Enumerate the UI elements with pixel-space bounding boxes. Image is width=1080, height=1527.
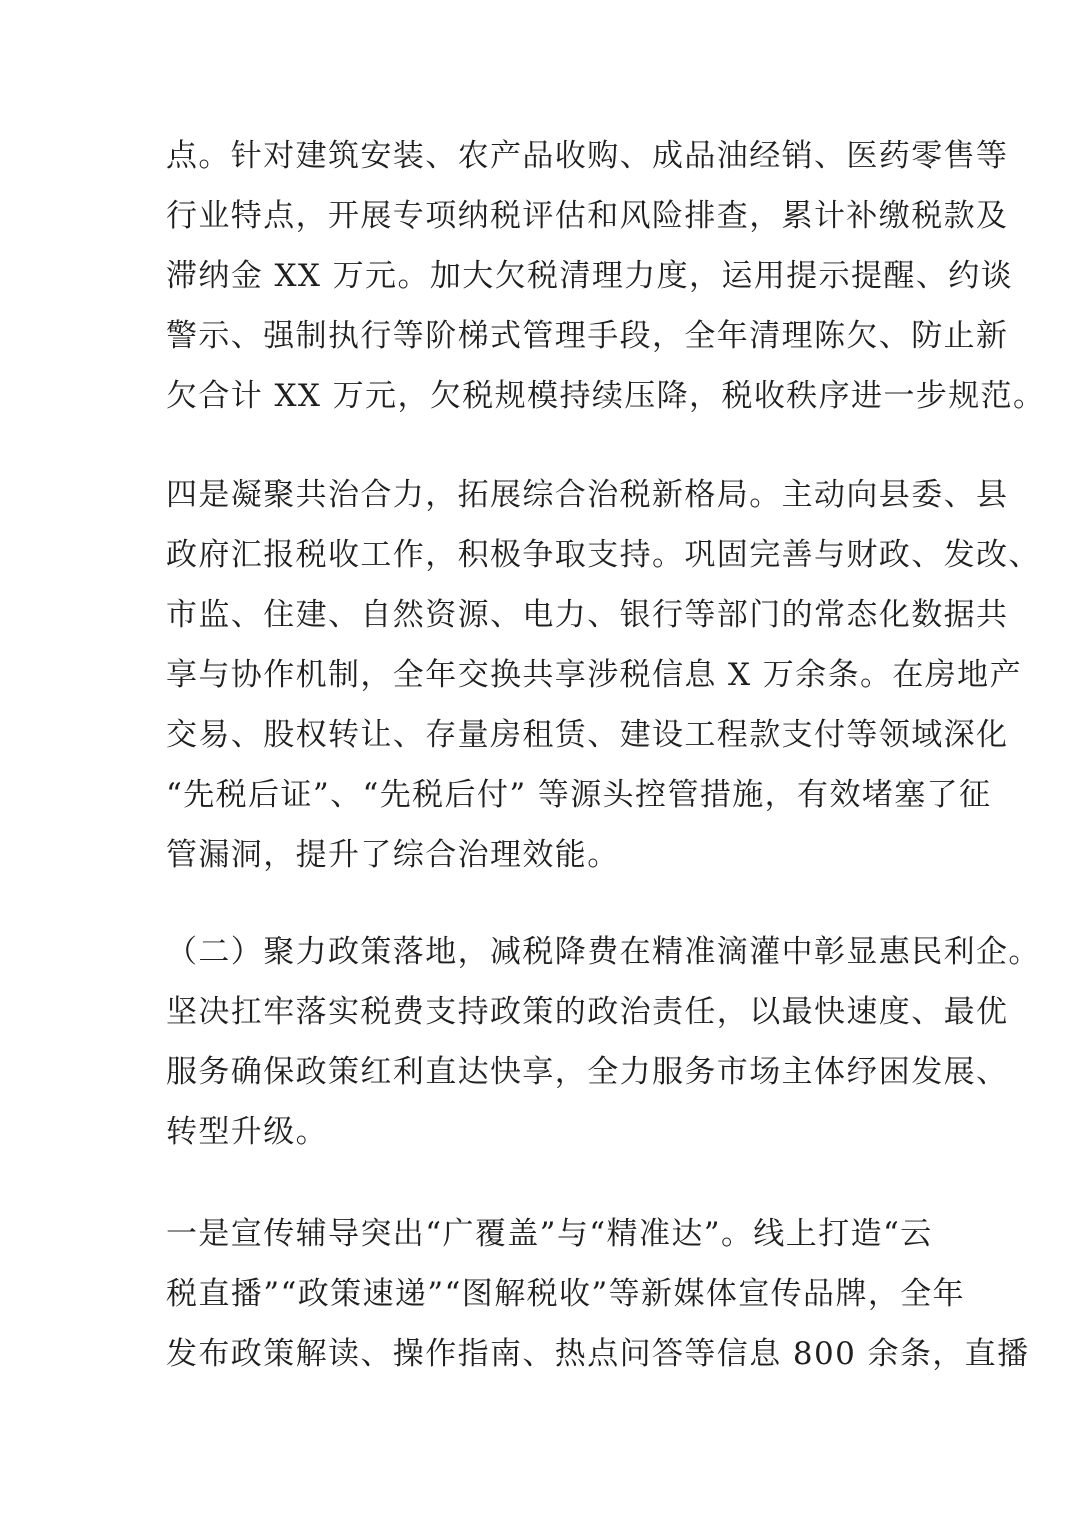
- text-line: 管漏洞，提升了综合治理效能。: [166, 837, 620, 873]
- text-line: 行业特点，开展专项纳税评估和风险排查，累计补缴税款及: [166, 198, 1009, 234]
- text-line: 服务确保政策红利直达快享，全力服务市场主体纾困发展、: [166, 1054, 1009, 1090]
- text-line: 政府汇报税收工作，积极争取支持。巩固完善与财政、发改、: [166, 537, 1041, 573]
- text-line: 转型升级。: [166, 1114, 328, 1150]
- text-line: 发布政策解读、操作指南、热点问答等信息 800 余条，直播: [166, 1336, 1030, 1372]
- paragraph-tax-arrears: [166, 126, 1046, 426]
- paragraph-co-governance: [166, 465, 1041, 885]
- text-line: （二）聚力政策落地，减税降费在精准滴灌中彰显惠民利企。: [166, 934, 1041, 970]
- text-line: “先税后证”、“先税后付” 等源头控管措施，有效堵塞了征: [166, 777, 992, 813]
- text-line: 税直播”“政策速递”“图解税收”等新媒体宣传品牌，全年: [166, 1276, 966, 1312]
- text-line: 点。针对建筑安装、农产品收购、成品油经销、医药零售等: [166, 138, 1009, 174]
- text-line: 坚决扛牢落实税费支持政策的政治责任，以最快速度、最优: [166, 994, 1009, 1030]
- text-line: 市监、住建、自然资源、电力、银行等部门的常态化数据共: [166, 597, 1009, 633]
- text-line: 欠合计 XX 万元，欠税规模持续压降，税收秩序进一步规范。: [166, 378, 1046, 414]
- text-line: 滞纳金 XX 万元。加大欠税清理力度，运用提示提醒、约谈: [166, 258, 1014, 294]
- text-line: 交易、股权转让、存量房租赁、建设工程款支付等领域深化: [166, 717, 1009, 753]
- paragraph-publicity-guidance: [166, 1204, 1030, 1384]
- text-line: 享与协作机制，全年交换共享涉税信息 X 万余条。在房地产: [166, 657, 1022, 693]
- text-line: 一是宣传辅导突出“广覆盖”与“精准达”。线上打造“云: [166, 1216, 933, 1252]
- text-line: 四是凝聚共治合力，拓展综合治税新格局。主动向县委、县: [166, 477, 1009, 513]
- section-heading-policy-implementation: [166, 922, 1041, 1162]
- text-line: 警示、强制执行等阶梯式管理手段，全年清理陈欠、防止新: [166, 318, 1009, 354]
